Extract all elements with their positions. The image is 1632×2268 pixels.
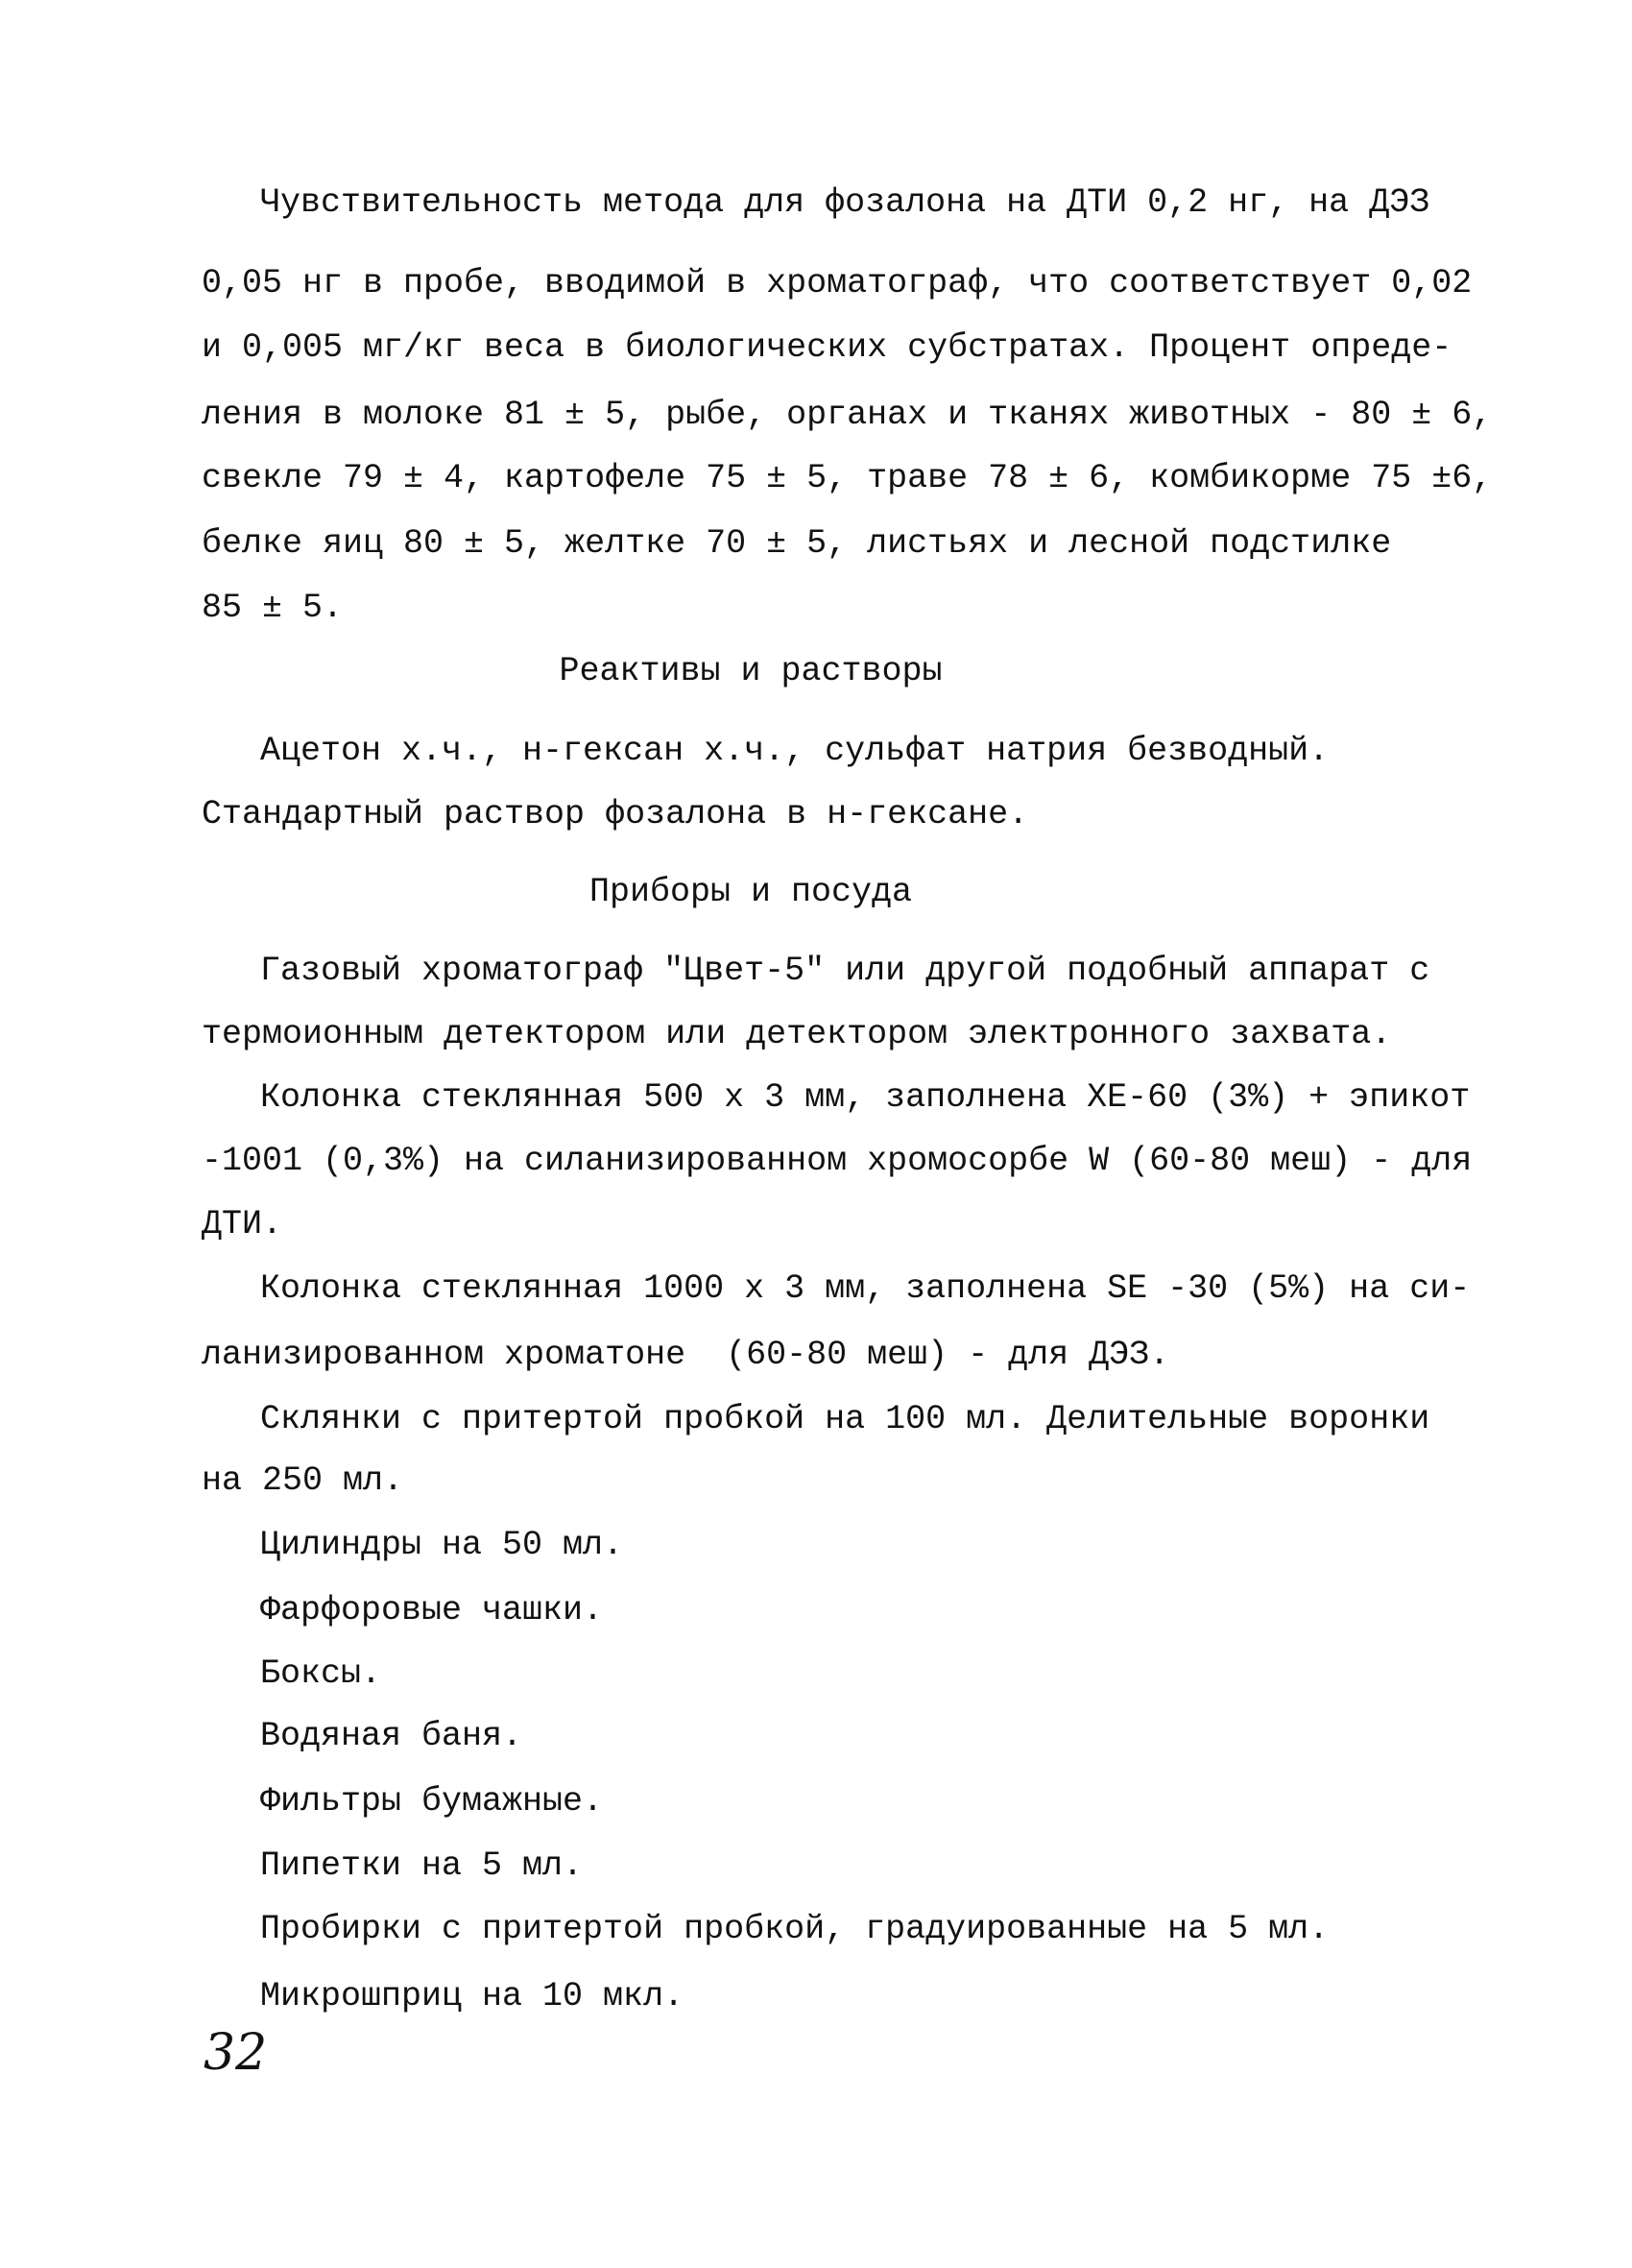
section-heading-equipment: Приборы и посуда: [588, 873, 913, 911]
text-line: ДТИ.: [202, 1205, 283, 1243]
text-line: ланизированном хроматоне (60-80 меш) - для ДЭЗ.: [202, 1336, 1170, 1374]
text-line: Склянки с притертой пробкой на 100 мл. Делительные воронки: [260, 1400, 1430, 1438]
text-line: термоионным детектором или детектором электронного захвата.: [202, 1015, 1392, 1053]
page-number: 32: [204, 2024, 268, 2082]
text-line: Колонка стеклянная 1000 х 3 мм, заполнена SE -30 (5%) на си-: [260, 1269, 1471, 1308]
text-line: Ацетон х.ч., н-гексан х.ч., сульфат натрия безводный.: [260, 732, 1330, 770]
text-line: ления в молоке 81 ± 5, рыбе, органах и тканях животных - 80 ± 6,: [202, 396, 1493, 434]
text-line: Газовый хроматограф "Цвет-5" или другой подобный аппарат с: [260, 952, 1430, 990]
text-line: Микрошприц на 10 мкл.: [260, 1977, 684, 2015]
text-line: Цилиндры на 50 мл.: [260, 1526, 624, 1564]
text-line: и 0,005 мг/кг веса в биологических субстратах. Процент опреде-: [202, 328, 1452, 367]
text-line: Фарфоровые чашки.: [260, 1591, 604, 1629]
text-line: Стандартный раствор фозалона в н-гексане.: [202, 795, 1029, 833]
text-line: Чувствительность метода для фозалона на ДТИ 0,2 нг, на ДЭЗ: [260, 183, 1430, 222]
text-line: Пипетки на 5 мл.: [260, 1846, 584, 1885]
text-line: Водяная баня.: [260, 1717, 523, 1755]
text-line: Фильтры бумажные.: [260, 1782, 604, 1821]
text-line: Колонка стеклянная 500 х 3 мм, заполнена ХЕ-60 (3%) + эпикот: [260, 1078, 1471, 1117]
text-line: Боксы.: [260, 1654, 382, 1693]
text-line: на 250 мл.: [202, 1461, 404, 1500]
text-line: 0,05 нг в пробе, вводимой в хроматограф, что соответствует 0,02: [202, 264, 1473, 302]
text-line: 85 ± 5.: [202, 589, 344, 627]
text-line: Пробирки с притертой пробкой, градуированные на 5 мл.: [260, 1910, 1330, 1948]
section-heading-reagents: Реактивы и растворы: [559, 652, 943, 690]
text-line: белке яиц 80 ± 5, желтке 70 ± 5, листьях и лесной подстилке: [202, 524, 1392, 563]
text-line: -1001 (0,3%) на силанизированном хромосорбе W (60-80 меш) - для: [202, 1142, 1473, 1180]
text-line: свекле 79 ± 4, картофеле 75 ± 5, траве 78 ± 6, комбикорме 75 ±6,: [202, 459, 1493, 497]
